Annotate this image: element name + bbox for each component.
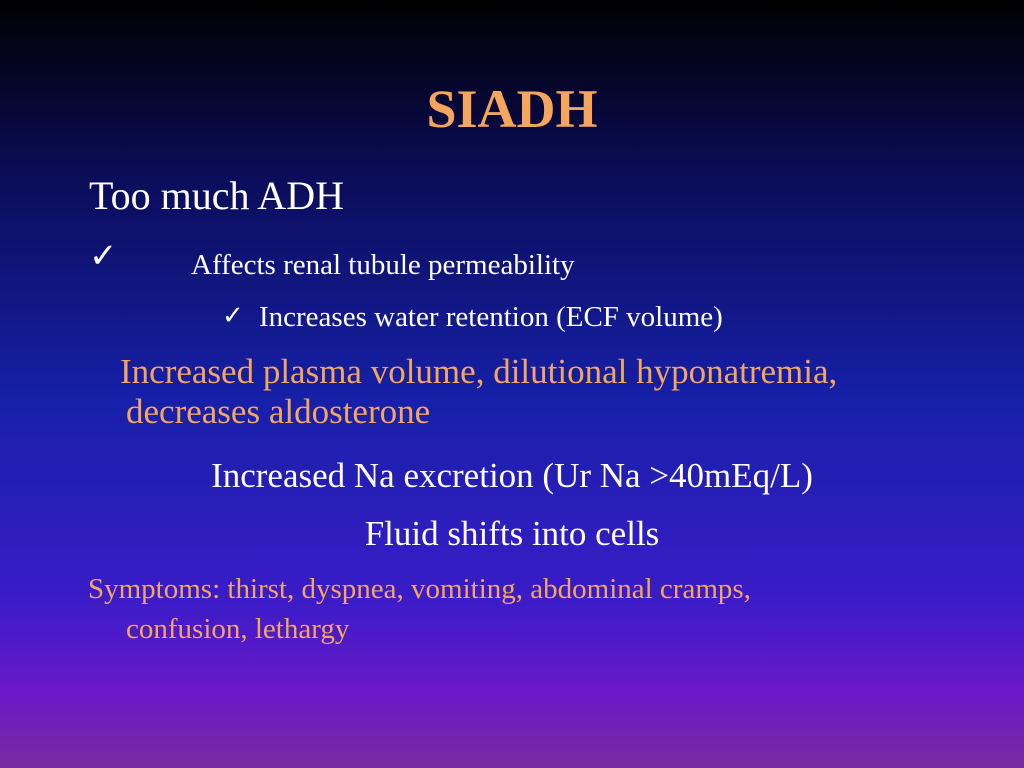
bullet-increased-plasma [120, 352, 980, 433]
bullet-symptoms-line-2: confusion, lethargy [126, 613, 350, 646]
bullet-increased-plasma-line-1: Increased plasma volume, dilutional hyponatremia, [120, 352, 838, 391]
bullet-symptoms-line-1: Symptoms: thirst, dyspnea, vomiting, abdominal cramps, [88, 573, 751, 605]
checkmark-icon: ✓ [222, 301, 244, 330]
bullet-affects-renal: Affects renal tubule permeability [191, 249, 575, 281]
bullet-increased-na: Increased Na excretion (Ur Na >40mEq/L) [211, 456, 813, 495]
bullet-too-much-adh: Too much ADH [89, 173, 344, 218]
slide-title: SIADH [426, 79, 598, 139]
checkmark-icon: ✓ [89, 238, 118, 275]
bullet-increased-plasma-line-2: decreases aldosterone [126, 392, 431, 432]
bullet-fluid-shifts: Fluid shifts into cells [364, 514, 660, 553]
bullet-increases-water: Increases water retention (ECF volume) [259, 301, 723, 333]
bullet-symptoms [88, 569, 988, 649]
